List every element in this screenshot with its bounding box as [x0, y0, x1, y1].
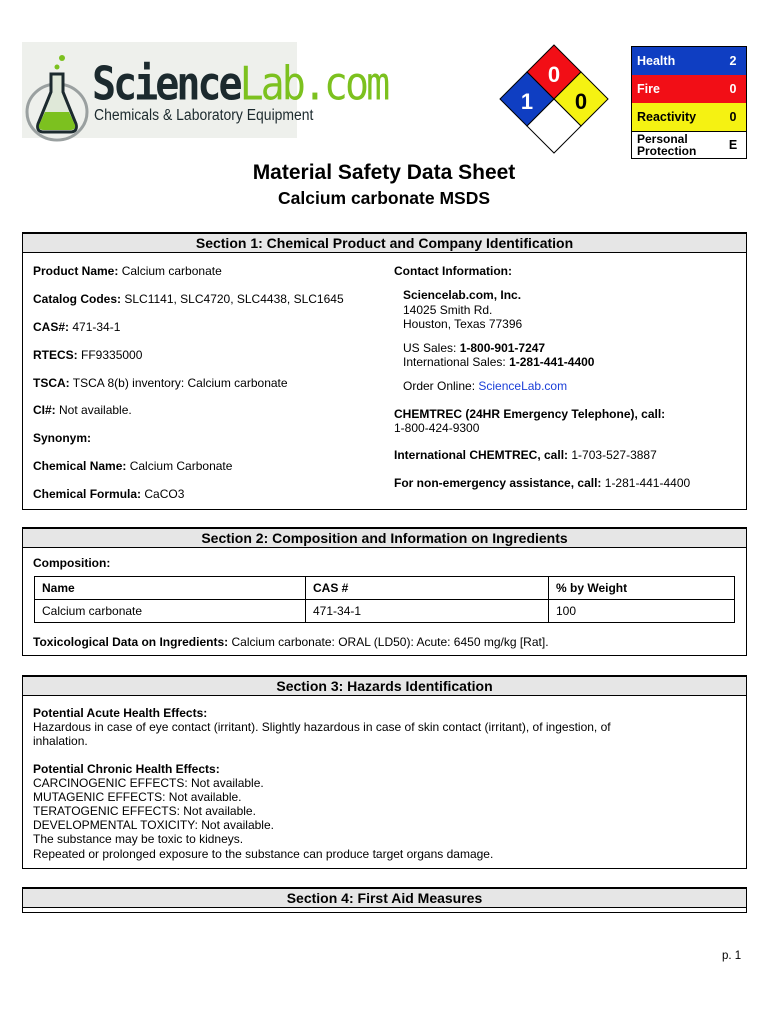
intl-chemtrec-field: International CHEMTREC, call: 1-703-527-3887: [394, 448, 657, 462]
chemical-name-field: Chemical Name: Calcium Carbonate: [33, 459, 233, 473]
hmis-rating-table: [631, 46, 747, 159]
table-header-row: [35, 577, 735, 600]
cell-name: Calcium carbonate: [35, 600, 306, 623]
table-row: [35, 600, 735, 623]
chemtrec-phone: 1-800-424-9300: [394, 421, 480, 435]
order-online-field: Order Online: ScienceLab.com: [403, 379, 568, 393]
hmis-health-row: [632, 47, 746, 75]
logo-title: ScienceLab.com: [92, 58, 388, 111]
hmis-protection-value: E: [728, 138, 738, 152]
non-emergency-field: For non-emergency assistance, call: 1-281-441-4400: [394, 476, 691, 490]
hmis-fire-value: 0: [729, 82, 737, 96]
tsca-field: TSCA: TSCA 8(b) inventory: Calcium carbonate: [33, 376, 288, 390]
hmis-health-label: Health: [637, 54, 676, 68]
composition-table: [34, 576, 735, 623]
column-header-cas: CAS #: [306, 577, 549, 600]
column-header-weight: % by Weight: [549, 577, 735, 600]
contact-info-label: Contact Information:: [394, 264, 512, 278]
chronic-effects-line: DEVELOPMENTAL TOXICITY: Not available.: [33, 818, 274, 832]
chronic-effects-line: TERATOGENIC EFFECTS: Not available.: [33, 804, 256, 818]
page-title: Material Safety Data Sheet: [252, 161, 516, 184]
chronic-effects-line: CARCINOGENIC EFFECTS: Not available.: [33, 776, 264, 790]
section-2-heading: Section 2: Composition and Information on Ingredients: [23, 527, 746, 548]
hmis-reactivity-label: Reactivity: [637, 110, 697, 124]
section-1: [22, 232, 747, 510]
cell-weight: 100: [549, 600, 735, 623]
hmis-health-value: 2: [729, 54, 737, 68]
chronic-effects-line: MUTAGENIC EFFECTS: Not available.: [33, 790, 242, 804]
hmis-protection-row: [632, 131, 746, 158]
catalog-codes-field: Catalog Codes: SLC1141, SLC4720, SLC4438, SLC1645: [33, 292, 344, 306]
nfpa-health-rating: 1: [520, 89, 534, 114]
rtecs-field: RTECS: FF9335000: [33, 348, 143, 362]
section-3: [22, 675, 747, 869]
hmis-reactivity-value: 0: [729, 110, 737, 124]
cell-cas: 471-34-1: [306, 600, 549, 623]
chronic-effects-line: Repeated or prolonged exposure to the substance can produce target organs damage.: [33, 847, 494, 861]
hmis-protection-label: Personal Protection: [637, 132, 697, 158]
section-2: [22, 527, 747, 656]
hmis-reactivity-row: [632, 103, 746, 131]
company-address-line1: 14025 Smith Rd.: [403, 303, 493, 317]
chronic-effects-line: The substance may be toxic to kidneys.: [33, 832, 244, 846]
nfpa-fire-rating: 0: [547, 62, 561, 87]
acute-effects-label: Potential Acute Health Effects:: [33, 706, 208, 720]
ci-field: CI#: Not available.: [33, 403, 132, 417]
column-header-name: Name: [35, 577, 306, 600]
acute-effects-line: inhalation.: [33, 734, 88, 748]
section-4: [22, 887, 747, 913]
order-online-link[interactable]: ScienceLab.com: [478, 379, 568, 393]
us-sales-field: US Sales: 1-800-901-7247: [403, 341, 546, 355]
company-address-line2: Houston, Texas 77396: [403, 317, 523, 331]
synonym-field: Synonym:: [33, 431, 92, 445]
toxicological-data: Toxicological Data on Ingredients: Calcium carbonate: ORAL (LD50): Acute: 6450 mg/kg [Rat].: [33, 635, 549, 649]
company-name: Sciencelab.com, Inc.: [403, 288, 522, 302]
flask-icon: [24, 52, 94, 142]
product-name-field: Product Name: Calcium carbonate: [33, 264, 222, 278]
sciencelab-logo[interactable]: [22, 42, 388, 138]
intl-sales-field: International Sales: 1-281-441-4400: [403, 355, 595, 369]
cas-field: CAS#: 471-34-1: [33, 320, 121, 334]
hmis-fire-row: [632, 75, 746, 103]
composition-label: Composition:: [33, 556, 111, 570]
section-3-heading: Section 3: Hazards Identification: [23, 675, 746, 696]
chemical-formula-field: Chemical Formula: CaCO3: [33, 487, 185, 501]
chemtrec-label: CHEMTREC (24HR Emergency Telephone), call:: [394, 407, 666, 421]
chronic-effects-label: Potential Chronic Health Effects:: [33, 762, 220, 776]
section-4-heading: Section 4: First Aid Measures: [23, 887, 746, 908]
nfpa-reactivity-rating: 0: [574, 89, 588, 114]
nfpa-diamond: [498, 44, 610, 158]
hmis-fire-label: Fire: [637, 82, 660, 96]
acute-effects-line: Hazardous in case of eye contact (irritant). Slightly hazardous in case of skin contact (irritant), of ingestion, of: [33, 720, 611, 734]
page-subtitle: Calcium carbonate MSDS: [278, 188, 490, 208]
logo-tagline: Chemicals & Laboratory Equipment: [94, 107, 314, 124]
page-number: p. 1: [722, 950, 742, 962]
section-1-heading: Section 1: Chemical Product and Company Identification: [23, 232, 746, 253]
